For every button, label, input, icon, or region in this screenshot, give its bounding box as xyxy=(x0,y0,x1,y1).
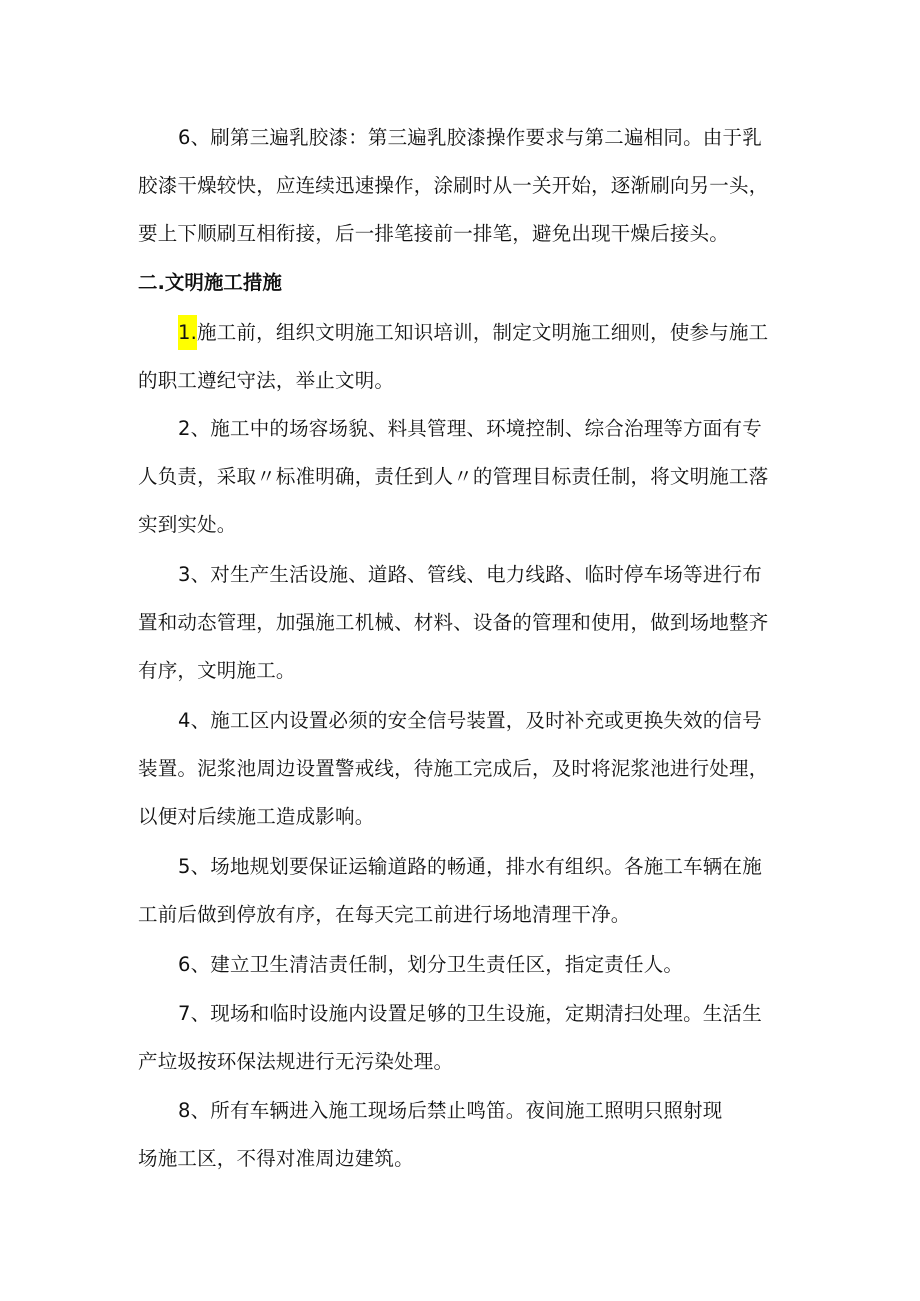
section-heading: 二.文明施工措施 xyxy=(138,271,282,294)
paragraph-item-8 xyxy=(138,1087,788,1183)
text-line: 胶漆干燥较快，应连续迅速操作，涂刷时从一关开始，逐渐刷向另一头， xyxy=(138,174,769,197)
paragraph-item-6 xyxy=(138,941,788,989)
text-line-content: 施工前，组织文明施工知识培训，制定文明施工细则，使参与施工 xyxy=(197,321,769,344)
text-line: 工前后做到停放有序，在每天完工前进行场地清理干净。 xyxy=(138,903,631,926)
text-line: 5、场地规划要保证运输道路的畅通，排水有组织。各施工车辆在施 xyxy=(178,855,762,878)
highlighted-number: 1. xyxy=(178,315,197,350)
text-line: 人负责，采取〃标准明确，责任到人〃的管理目标责任制，将文明施工落 xyxy=(138,465,769,488)
text-line: 6、建立卫生清洁责任制，划分卫生责任区，指定责任人。 xyxy=(178,953,684,976)
text-line: 产垃圾按环保法规进行无污染处理。 xyxy=(138,1050,454,1073)
paragraph-item-4 xyxy=(138,697,788,841)
paragraph-item-7 xyxy=(138,990,788,1086)
paragraph-item-2 xyxy=(138,405,788,549)
text-line: 7、现场和临时设施内设置足够的卫生设施，定期清扫处理。生活生 xyxy=(178,1002,762,1025)
text-line: 的职工遵纪守法，举止文明。 xyxy=(138,369,395,392)
paragraph-item-3 xyxy=(138,551,788,695)
text-line: 要上下顺刷互相衔接，后一排笔接前一排笔，避免出现干燥后接头。 xyxy=(138,222,730,245)
text-line: 6、刷第三遍乳胶漆：第三遍乳胶漆操作要求与第二遍相同。由于乳 xyxy=(178,126,762,149)
text-line: 2、施工中的场容场貌、料具管理、环境控制、综合治理等方面有专 xyxy=(178,417,762,440)
text-line xyxy=(138,309,788,357)
text-line: 有序，文明施工。 xyxy=(138,659,296,682)
paragraph-item-5 xyxy=(138,843,788,939)
text-line: 4、施工区内设置必须的安全信号装置，及时补充或更换失效的信号 xyxy=(178,709,762,732)
text-line: 8、所有车辆进入施工现场后禁止鸣笛。夜间施工照明只照射现 xyxy=(178,1099,723,1122)
text-line: 以便对后续施工造成影响。 xyxy=(138,805,375,828)
text-line: 3、对生产生活设施、道路、管线、电力线路、临时停车场等进行布 xyxy=(178,563,762,586)
text-line: 实到实处。 xyxy=(138,513,237,536)
text-line: 场施工区，不得对准周边建筑。 xyxy=(138,1147,414,1170)
paragraph-item-1 xyxy=(138,309,788,405)
paragraph-painting-step-6 xyxy=(138,114,788,258)
text-line: 置和动态管理，加强施工机械、材料、设备的管理和使用，做到场地整齐 xyxy=(138,611,769,634)
text-line: 装置。泥浆池周边设置警戒线，待施工完成后，及时将泥浆池进行处理， xyxy=(138,757,769,780)
